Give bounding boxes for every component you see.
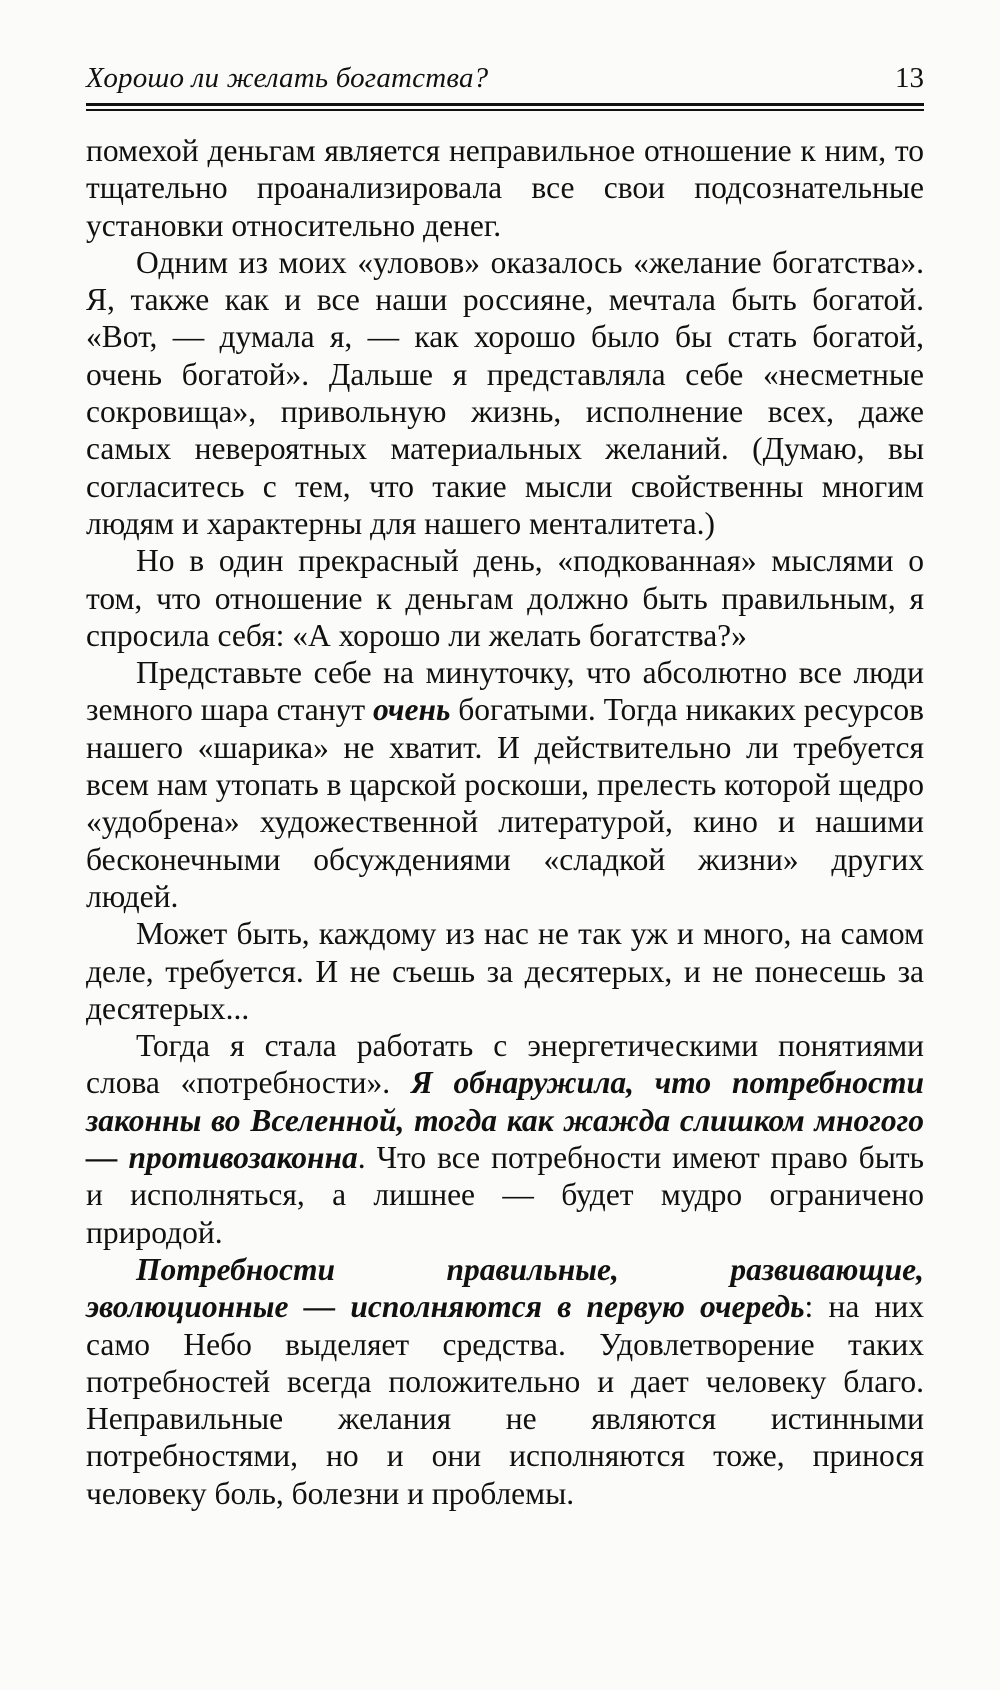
paragraph-7: Потребности правильные, развивающие, эволюционные — исполняются в первую очередь: на них само Небо выделяет средства. Удовлетворение таких потребностей всегда положительно и дает человеку благо. Неправильные желания не являются истинными потребностями, но и они исполняются тоже, принося человеку боль, болезни и проблемы. — [86, 1251, 924, 1511]
page-number: 13 — [895, 62, 924, 94]
emphasis-text: Потребности правильные, развивающие, эволюционные — исполняются в первую очередь — [86, 1251, 924, 1325]
paragraph-2: Одним из моих «уловов» оказалось «желание богатства». Я, также как и все наши россияне, мечтала быть богатой. «Вот, — думала я, — как хорошо было бы стать богатой, очень богатой». Дальше я представляла себе «несметные сокровища», привольную жизнь, исполнение всех, даже самых невероятных материальных желаний. (Думаю, вы согласитесь с тем, что такие мысли свойственны многим людям и характерны для нашего менталитета.) — [86, 244, 924, 541]
running-head — [86, 60, 924, 104]
emphasis-text: очень — [373, 692, 451, 728]
body-text — [86, 132, 924, 1512]
running-title: Хорошо ли желать богатства? — [86, 62, 489, 94]
emphasis-text: Я обнаружила, что потребности законны во Вселенной, тогда как жажда слишком многого — противозаконна — [86, 1065, 924, 1176]
paragraph-1: помехой деньгам является неправильное отношение к ним, то тщательно проанализировала все свои подсознательные установки относительно денег. — [86, 133, 924, 243]
header-rule-thick — [86, 103, 924, 106]
paragraph-3: Но в один прекрасный день, «подкованная» мыслями о том, что отношение к деньгам должно быть правильным, я спросила себя: «А хорошо ли желать богатства?» — [86, 543, 924, 653]
paragraph-6: Тогда я стала работать с энергетическими понятиями слова «потребности». Я обнаружила, что потребности законны во Вселенной, тогда как жажда слишком многого — противозаконна. Что все потребности имеют право быть и исполняться, а лишнее — будет мудро ограничено природой. — [86, 1028, 924, 1250]
paragraph-5: Может быть, каждому из нас не так уж и много, на самом деле, требуется. И не съешь за десятерых, и не понесешь за десятерых... — [86, 916, 924, 1026]
paragraph-4: Представьте себе на минуточку, что абсолютно все люди земного шара станут очень богатыми. Тогда никаких ресурсов нашего «шарика» не хватит. И действительно ли требуется всем нам утопать в царской роскоши, прелесть которой щедро «удобрена» художественной литературой, кино и нашими бесконечными обсуждениями «сладкой жизни» других людей. — [86, 655, 924, 914]
header-rule-thin — [86, 109, 924, 111]
